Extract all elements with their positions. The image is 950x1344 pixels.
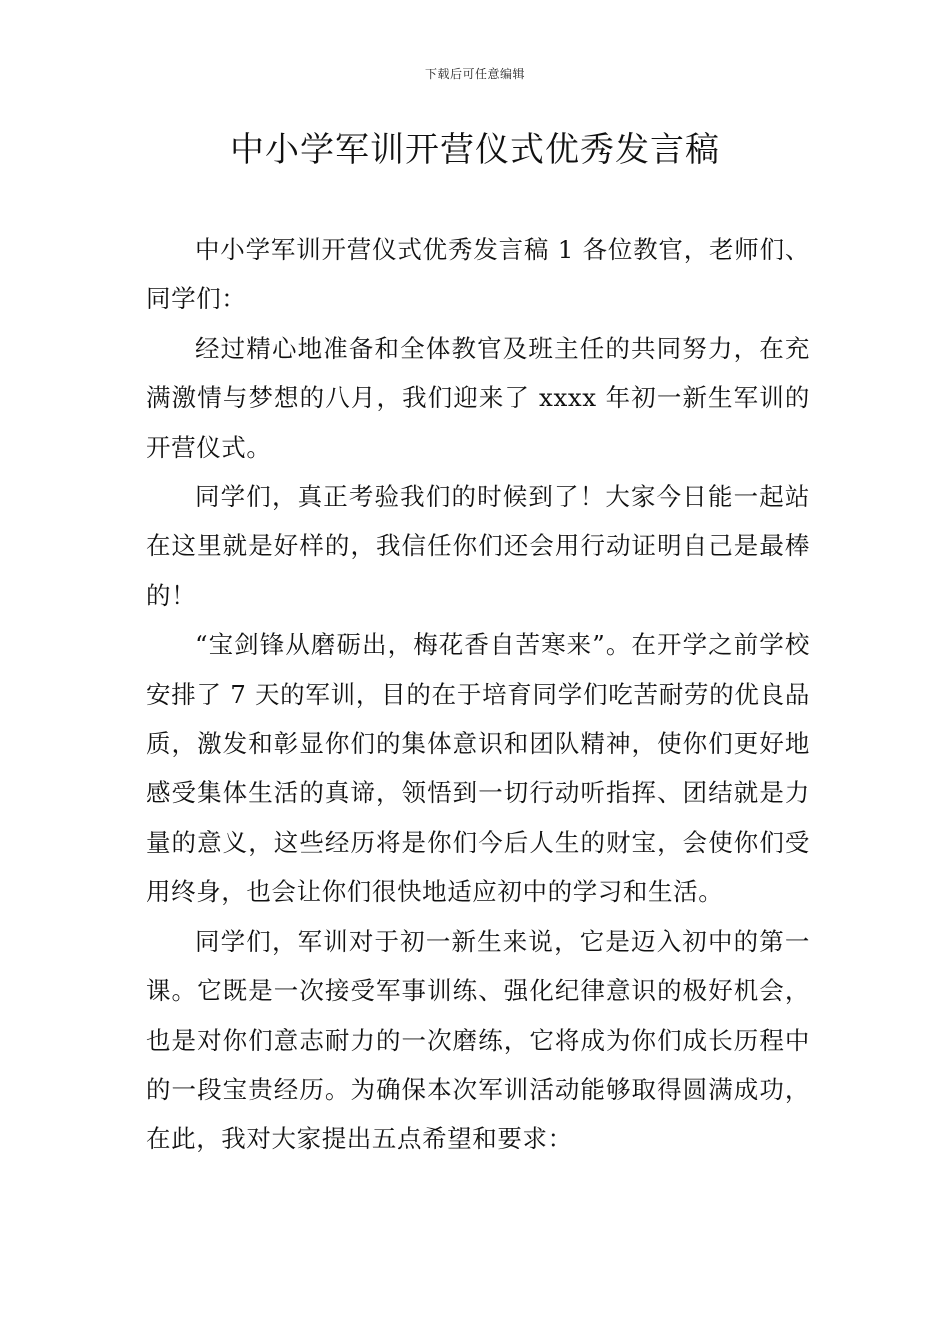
paragraph-purpose: “宝剑锋从磨砺出，梅花香自苦寒来”。在开学之前学校安排了 7 天的军训，目的在于培育同学们吃苦耐劳的优良品质，激发和彰显你们的集体意识和团队精神，使你们更好地感受集体生活的真谛，领悟到一切行动听指挥、团结就是力量的意义，这些经历将是你们今后人生的财宝，会使你们受用终身，也会让你们很快地适应初中的学习和生活。	[146, 630, 810, 907]
header-note: 下载后可任意编辑	[424, 67, 525, 81]
document-title: 中小学军训开营仪式优秀发言稿	[230, 130, 720, 170]
paragraph-preparation: 经过精心地准备和全体教官及班主任的共同努力，在充满激情与梦想的八月，我们迎来了 xxxx 年初一新生军训的开营仪式。	[146, 333, 810, 462]
paragraph-greeting: 中小学军训开营仪式优秀发言稿 1 各位教官，老师们、同学们：	[146, 235, 810, 314]
paragraph-encouragement: 同学们，真正考验我们的时候到了！大家今日能一起站在这里就是好样的，我信任你们还会用行动证明自己是最棒的！	[146, 482, 810, 610]
document-body	[146, 225, 810, 1164]
paragraph-first-lesson: 同学们，军训对于初一新生来说，它是迈入初中的第一课。它既是一次接受军事训练、强化纪律意识的极好机会，也是对你们意志耐力的一次磨练，它将成为你们成长历程中的一段宝贵经历。为确保本次军训活动能够取得圆满成功，在此，我对大家提出五点希望和要求：	[146, 926, 810, 1154]
